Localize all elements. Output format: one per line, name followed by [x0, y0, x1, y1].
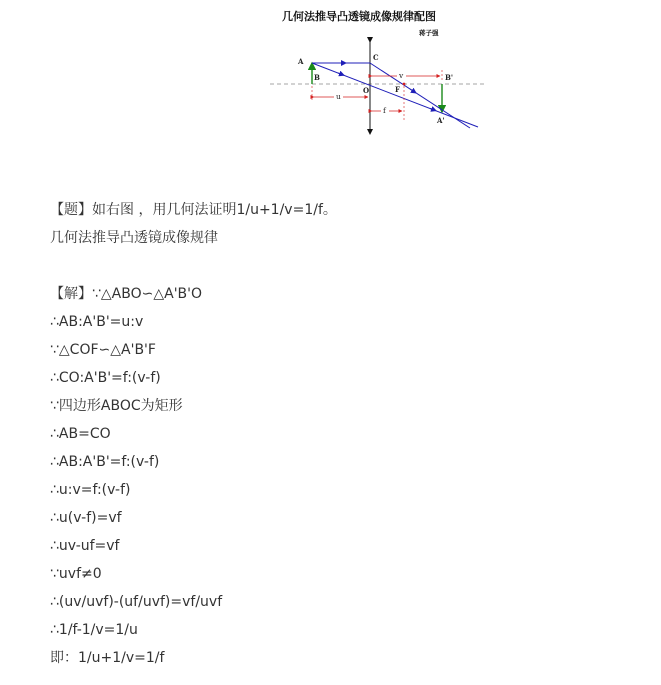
solution-line: ∴AB=CO: [50, 426, 111, 442]
focus-point: [403, 83, 406, 86]
label-b: B: [314, 73, 320, 82]
solution-line: ∴uv-uf=vf: [50, 538, 120, 554]
solution-line: 即：1/u+1/v=1/f: [50, 650, 165, 666]
lens-diagram: [262, 0, 492, 150]
label-c: C: [373, 53, 379, 62]
figure-author: 蒋子强: [419, 29, 439, 37]
solution-line: ∵△COF∽△A'B'F: [50, 342, 156, 358]
dim-u-label: u: [336, 92, 341, 101]
solution-line: 【解】∵△ABO∽△A'B'O: [50, 286, 203, 302]
solution-line: ∵四边形ABOC为矩形: [50, 398, 183, 414]
label-b-prime: B': [445, 73, 454, 82]
solution-line: ∴u:v=f:(v-f): [50, 482, 131, 498]
solution-line: ∴(uv/uvf)-(uf/uvf)=vf/uvf: [50, 594, 223, 610]
solution-line: ∴AB:A'B'=u:v: [50, 314, 144, 330]
label-a: A: [298, 57, 304, 66]
label-o: O: [363, 86, 370, 95]
problem-statement: 【题】如右图 ，用几何法证明1/u+1/v=1/f。: [50, 202, 337, 218]
problem-subtitle: 几何法推导凸透镜成像规律: [50, 230, 218, 246]
solution-line: ∵uvf≠0: [50, 566, 102, 582]
center-ray-arrow: [338, 73, 344, 75]
dim-v-label: v: [399, 71, 404, 80]
solution-line: ∴u(v-f)=vf: [50, 510, 122, 526]
solution-line: ∴AB:A'B'=f:(v-f): [50, 454, 160, 470]
dim-f-label: f: [383, 106, 386, 115]
solution-line: ∴1/f-1/v=1/u: [50, 622, 138, 638]
spacer: [50, 252, 650, 280]
figure-title: 几何法推导凸透镜成像规律配图: [282, 10, 436, 23]
label-f: F: [395, 85, 400, 94]
center-ray-arrow-2: [430, 108, 436, 110]
label-a-prime: A': [437, 116, 445, 125]
refracted-ray-arrow: [410, 89, 416, 93]
solution-line: ∴CO:A'B'=f:(v-f): [50, 370, 161, 386]
lens-diagram-svg: [262, 0, 492, 150]
article-body: [50, 196, 650, 672]
